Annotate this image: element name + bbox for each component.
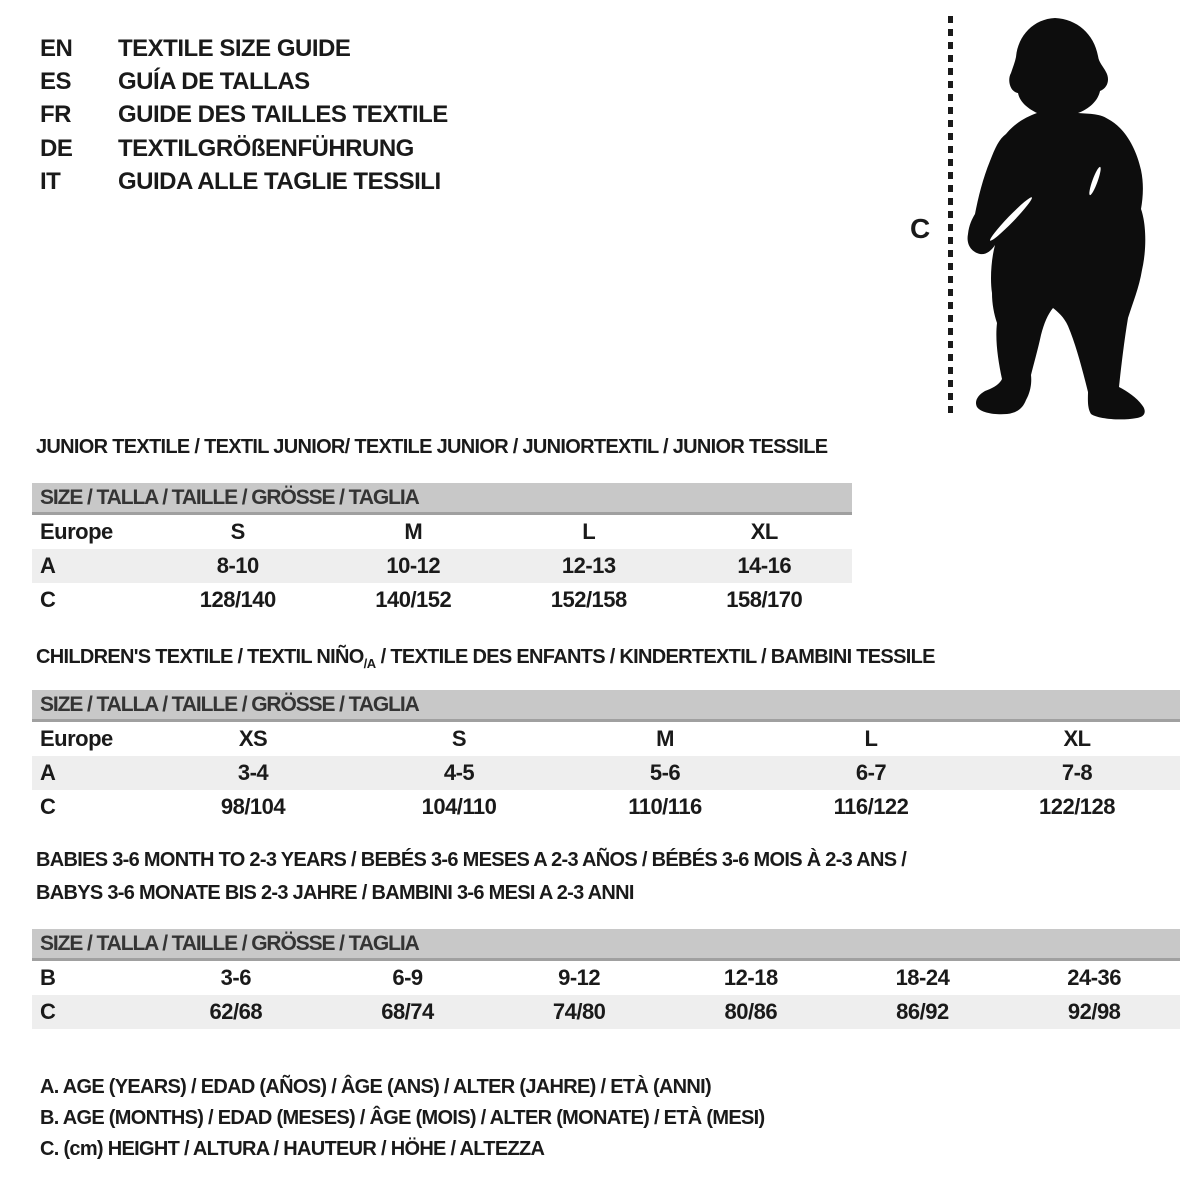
row-label: C [40,999,56,1024]
size-cell: 3-6 [220,965,251,990]
size-cell: XL [1063,726,1091,751]
table-row [32,790,1180,824]
size-cell: 14-16 [737,553,792,578]
size-cell: 122/128 [1038,794,1116,819]
language-code: DE [40,134,73,162]
size-cell: L [582,519,596,544]
row-label: B [40,965,56,990]
size-header-bar: SIZE / TALLA / TAILLE / GRÖSSE / TAGLIA [32,483,852,515]
size-cell: 104/110 [421,794,497,819]
size-cell: 140/152 [375,587,452,612]
language-row-it [40,166,448,199]
language-code: EN [40,34,73,62]
size-cell: S [451,726,467,751]
size-cell: 116/122 [833,794,909,819]
babies-section-title-line2: BABYS 3-6 MONATE BIS 2-3 JAHRE / BAMBINI 3-6 MESI A 2-3 ANNI [36,882,634,904]
language-row-de [40,132,448,165]
table-row [32,722,1180,756]
toddler-silhouette-image [952,8,1164,420]
size-cell: 92/98 [1067,999,1121,1024]
row-label: C [40,587,56,612]
size-cell: 7-8 [1061,760,1093,785]
footnote-a: A. AGE (YEARS) / EDAD (AÑOS) / ÂGE (ANS) / ALTER (JAHRE) / ETÀ (ANNI) [40,1076,711,1098]
size-cell: 8-10 [216,553,259,578]
size-cell: 10-12 [386,553,441,578]
babies-section-title-line1: BABIES 3-6 MONTH TO 2-3 YEARS / BEBÉS 3-6 MESES A 2-3 AÑOS / BÉBÉS 3-6 MOIS À 2-3 ANS / [36,849,907,871]
legend-footnotes [40,1072,764,1165]
size-header-bar: SIZE / TALLA / TAILLE / GRÖSSE / TAGLIA [32,690,1180,722]
size-cell: 6-9 [392,965,423,990]
language-code: FR [40,101,71,129]
size-cell: 152/158 [550,587,627,612]
size-cell: L [864,726,878,751]
language-title: TEXTILE SIZE GUIDE [118,34,351,62]
language-title: GUÍA DE TALLAS [118,68,310,96]
title-subscript: /A [363,656,376,671]
size-cell: 5-6 [649,760,681,785]
size-cell: 158/170 [726,587,803,612]
row-label: Europe [40,726,113,751]
table-row [32,515,852,549]
babies-size-table [32,929,1180,1029]
table-row [32,961,1180,995]
size-cell: S [230,519,245,544]
language-title: GUIDA ALLE TAGLIE TESSILI [118,168,441,196]
size-header-bar: SIZE / TALLA / TAILLE / GRÖSSE / TAGLIA [32,929,1180,961]
junior-size-table [32,483,852,617]
junior-section-title: JUNIOR TEXTILE / TEXTIL JUNIOR/ TEXTILE JUNIOR / JUNIORTEXTIL / JUNIOR TESSILE [36,436,828,458]
size-cell: 12-13 [561,553,616,578]
language-title-list [40,32,448,199]
size-cell: 9-12 [558,965,601,990]
size-cell: XS [238,726,268,751]
language-row-fr [40,99,448,132]
size-cell: 62/68 [209,999,263,1024]
language-code: IT [40,168,61,196]
size-cell: 80/86 [724,999,778,1024]
table-row [32,756,1180,790]
size-cell: 24-36 [1067,965,1122,990]
table-row [32,549,852,583]
size-cell: 6-7 [855,760,887,785]
size-cell: 3-4 [237,760,269,785]
size-cell: 4-5 [443,760,475,785]
row-label: Europe [40,519,113,544]
size-cell: 128/140 [199,587,276,612]
children-section-title: CHILDREN'S TEXTILE / TEXTIL $NIÑO_{/A}$ / TEXTILE DES ENFANTS / KINDERTEXTIL / BAMBINI TESSILE [36,646,935,671]
size-cell: M [404,519,423,544]
height-measure-label: C [910,213,931,244]
size-cell: 98/104 [220,794,286,819]
language-title: GUIDE DES TAILLES TEXTILE [118,101,448,129]
language-row-es [40,65,448,98]
size-cell: 74/80 [552,999,606,1024]
footnote-c: C. (cm) HEIGHT / ALTURA / HAUTEUR / HÖHE / ALTEZZA [40,1138,545,1160]
language-row-en [40,32,448,65]
size-cell: 86/92 [896,999,949,1024]
size-cell: 18-24 [895,965,950,990]
size-cell: XL [750,519,778,544]
row-label: A [40,760,56,785]
size-cell: 12-18 [723,965,778,990]
table-row [32,995,1180,1029]
size-cell: M [656,726,674,751]
table-row [32,583,852,617]
size-cell: 110/116 [628,794,702,819]
language-code: ES [40,68,72,96]
row-label: A [40,553,56,578]
size-cell: 68/74 [381,999,434,1024]
row-label: C [40,794,56,819]
language-title: TEXTILGRÖßENFÜHRUNG [118,134,414,162]
footnote-b: B. AGE (MONTHS) / EDAD (MESES) / ÂGE (MOIS) / ALTER (MONATE) / ETÀ (MESI) [40,1107,765,1129]
children-size-table [32,690,1180,824]
